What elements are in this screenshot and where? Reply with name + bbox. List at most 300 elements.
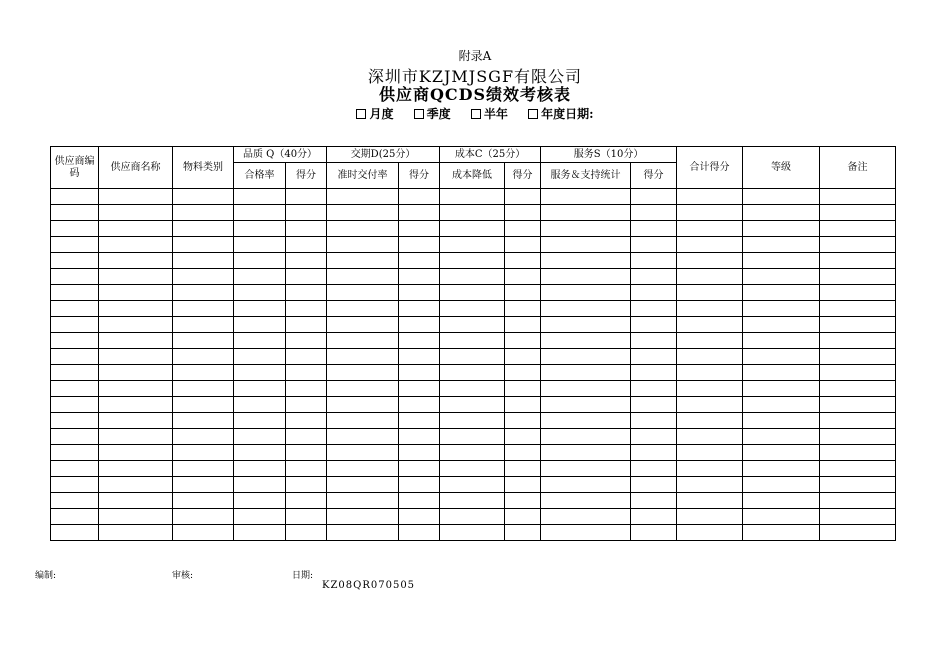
table-cell[interactable]: [99, 525, 173, 541]
table-cell[interactable]: [51, 477, 99, 493]
table-cell[interactable]: [820, 301, 896, 317]
table-cell[interactable]: [399, 221, 440, 237]
table-cell[interactable]: [399, 397, 440, 413]
table-cell[interactable]: [505, 285, 541, 301]
table-cell[interactable]: [286, 205, 327, 221]
table-cell[interactable]: [820, 509, 896, 525]
table-cell[interactable]: [51, 317, 99, 333]
table-cell[interactable]: [327, 205, 399, 221]
table-cell[interactable]: [234, 285, 286, 301]
table-cell[interactable]: [541, 477, 631, 493]
table-cell[interactable]: [440, 205, 505, 221]
table-cell[interactable]: [820, 349, 896, 365]
table-cell[interactable]: [327, 253, 399, 269]
table-cell[interactable]: [631, 365, 677, 381]
table-cell[interactable]: [743, 349, 820, 365]
table-cell[interactable]: [51, 413, 99, 429]
table-cell[interactable]: [173, 461, 234, 477]
table-cell[interactable]: [505, 221, 541, 237]
table-cell[interactable]: [234, 365, 286, 381]
table-cell[interactable]: [99, 509, 173, 525]
table-cell[interactable]: [541, 461, 631, 477]
table-cell[interactable]: [399, 237, 440, 253]
table-cell[interactable]: [399, 477, 440, 493]
table-cell[interactable]: [631, 301, 677, 317]
table-cell[interactable]: [173, 493, 234, 509]
table-cell[interactable]: [820, 317, 896, 333]
table-cell[interactable]: [173, 269, 234, 285]
table-cell[interactable]: [677, 397, 743, 413]
table-cell[interactable]: [234, 525, 286, 541]
table-cell[interactable]: [541, 189, 631, 205]
table-cell[interactable]: [173, 477, 234, 493]
table-cell[interactable]: [173, 205, 234, 221]
table-cell[interactable]: [541, 445, 631, 461]
table-cell[interactable]: [399, 333, 440, 349]
table-cell[interactable]: [51, 189, 99, 205]
table-cell[interactable]: [440, 253, 505, 269]
table-cell[interactable]: [677, 269, 743, 285]
table-cell[interactable]: [677, 493, 743, 509]
table-cell[interactable]: [505, 205, 541, 221]
table-cell[interactable]: [399, 301, 440, 317]
table-cell[interactable]: [234, 477, 286, 493]
table-cell[interactable]: [286, 413, 327, 429]
table-cell[interactable]: [631, 317, 677, 333]
table-cell[interactable]: [286, 493, 327, 509]
table-cell[interactable]: [505, 301, 541, 317]
table-cell[interactable]: [631, 349, 677, 365]
table-cell[interactable]: [677, 429, 743, 445]
table-cell[interactable]: [743, 253, 820, 269]
table-cell[interactable]: [327, 269, 399, 285]
table-cell[interactable]: [51, 445, 99, 461]
table-cell[interactable]: [327, 317, 399, 333]
table-cell[interactable]: [541, 221, 631, 237]
table-cell[interactable]: [677, 477, 743, 493]
table-cell[interactable]: [677, 445, 743, 461]
table-cell[interactable]: [399, 461, 440, 477]
table-cell[interactable]: [99, 477, 173, 493]
table-cell[interactable]: [820, 237, 896, 253]
table-cell[interactable]: [820, 381, 896, 397]
table-cell[interactable]: [743, 317, 820, 333]
table-cell[interactable]: [743, 493, 820, 509]
table-cell[interactable]: [440, 381, 505, 397]
table-cell[interactable]: [99, 317, 173, 333]
table-cell[interactable]: [677, 381, 743, 397]
table-cell[interactable]: [541, 493, 631, 509]
table-cell[interactable]: [327, 429, 399, 445]
table-cell[interactable]: [820, 477, 896, 493]
table-cell[interactable]: [399, 509, 440, 525]
period-halfyear[interactable]: [471, 107, 508, 121]
table-cell[interactable]: [505, 269, 541, 285]
table-cell[interactable]: [631, 205, 677, 221]
table-cell[interactable]: [743, 397, 820, 413]
table-cell[interactable]: [743, 365, 820, 381]
table-cell[interactable]: [399, 429, 440, 445]
table-cell[interactable]: [440, 301, 505, 317]
table-cell[interactable]: [677, 413, 743, 429]
table-cell[interactable]: [541, 397, 631, 413]
table-cell[interactable]: [631, 253, 677, 269]
table-cell[interactable]: [51, 429, 99, 445]
table-cell[interactable]: [440, 269, 505, 285]
table-cell[interactable]: [505, 189, 541, 205]
table-cell[interactable]: [541, 301, 631, 317]
table-cell[interactable]: [820, 429, 896, 445]
table-cell[interactable]: [631, 445, 677, 461]
table-cell[interactable]: [677, 461, 743, 477]
table-cell[interactable]: [399, 269, 440, 285]
table-cell[interactable]: [286, 333, 327, 349]
table-cell[interactable]: [440, 413, 505, 429]
table-cell[interactable]: [399, 285, 440, 301]
table-cell[interactable]: [631, 413, 677, 429]
table-cell[interactable]: [99, 445, 173, 461]
table-cell[interactable]: [327, 333, 399, 349]
period-quarterly[interactable]: [414, 107, 451, 121]
table-cell[interactable]: [51, 333, 99, 349]
table-cell[interactable]: [677, 285, 743, 301]
table-cell[interactable]: [743, 429, 820, 445]
table-cell[interactable]: [399, 317, 440, 333]
table-cell[interactable]: [99, 253, 173, 269]
table-cell[interactable]: [743, 477, 820, 493]
table-cell[interactable]: [399, 189, 440, 205]
table-cell[interactable]: [820, 365, 896, 381]
table-cell[interactable]: [677, 509, 743, 525]
table-cell[interactable]: [440, 445, 505, 461]
table-cell[interactable]: [173, 333, 234, 349]
table-cell[interactable]: [51, 525, 99, 541]
table-cell[interactable]: [743, 381, 820, 397]
table-cell[interactable]: [286, 253, 327, 269]
table-cell[interactable]: [505, 509, 541, 525]
table-cell[interactable]: [234, 301, 286, 317]
table-cell[interactable]: [286, 477, 327, 493]
table-cell[interactable]: [286, 301, 327, 317]
table-cell[interactable]: [51, 493, 99, 509]
table-cell[interactable]: [677, 237, 743, 253]
table-cell[interactable]: [327, 493, 399, 509]
table-cell[interactable]: [234, 413, 286, 429]
table-cell[interactable]: [51, 269, 99, 285]
table-cell[interactable]: [286, 525, 327, 541]
table-cell[interactable]: [631, 477, 677, 493]
table-cell[interactable]: [234, 445, 286, 461]
table-cell[interactable]: [541, 333, 631, 349]
table-cell[interactable]: [173, 509, 234, 525]
table-cell[interactable]: [327, 285, 399, 301]
table-cell[interactable]: [505, 333, 541, 349]
table-cell[interactable]: [541, 253, 631, 269]
table-cell[interactable]: [99, 333, 173, 349]
table-cell[interactable]: [440, 221, 505, 237]
table-cell[interactable]: [234, 237, 286, 253]
table-cell[interactable]: [677, 365, 743, 381]
table-cell[interactable]: [286, 445, 327, 461]
table-cell[interactable]: [743, 205, 820, 221]
table-cell[interactable]: [327, 301, 399, 317]
table-cell[interactable]: [743, 445, 820, 461]
table-cell[interactable]: [541, 381, 631, 397]
table-cell[interactable]: [505, 445, 541, 461]
table-cell[interactable]: [99, 269, 173, 285]
table-cell[interactable]: [541, 525, 631, 541]
table-cell[interactable]: [99, 349, 173, 365]
table-cell[interactable]: [541, 237, 631, 253]
table-cell[interactable]: [286, 237, 327, 253]
table-cell[interactable]: [743, 237, 820, 253]
table-cell[interactable]: [99, 237, 173, 253]
table-cell[interactable]: [743, 285, 820, 301]
table-cell[interactable]: [541, 429, 631, 445]
table-cell[interactable]: [51, 285, 99, 301]
table-cell[interactable]: [51, 205, 99, 221]
table-cell[interactable]: [173, 381, 234, 397]
table-cell[interactable]: [99, 205, 173, 221]
table-cell[interactable]: [286, 285, 327, 301]
table-cell[interactable]: [51, 301, 99, 317]
table-cell[interactable]: [327, 397, 399, 413]
table-cell[interactable]: [51, 461, 99, 477]
table-cell[interactable]: [99, 413, 173, 429]
table-cell[interactable]: [234, 461, 286, 477]
table-cell[interactable]: [631, 221, 677, 237]
table-cell[interactable]: [631, 189, 677, 205]
table-cell[interactable]: [234, 189, 286, 205]
table-cell[interactable]: [505, 317, 541, 333]
table-cell[interactable]: [234, 221, 286, 237]
table-cell[interactable]: [399, 365, 440, 381]
table-cell[interactable]: [51, 381, 99, 397]
table-cell[interactable]: [631, 429, 677, 445]
table-cell[interactable]: [440, 349, 505, 365]
table-cell[interactable]: [820, 493, 896, 509]
table-cell[interactable]: [631, 285, 677, 301]
table-cell[interactable]: [820, 525, 896, 541]
table-cell[interactable]: [399, 493, 440, 509]
table-cell[interactable]: [234, 269, 286, 285]
table-cell[interactable]: [286, 365, 327, 381]
table-cell[interactable]: [173, 525, 234, 541]
table-cell[interactable]: [99, 301, 173, 317]
table-cell[interactable]: [631, 461, 677, 477]
table-cell[interactable]: [327, 365, 399, 381]
table-cell[interactable]: [173, 253, 234, 269]
table-cell[interactable]: [743, 189, 820, 205]
table-cell[interactable]: [399, 205, 440, 221]
table-cell[interactable]: [399, 445, 440, 461]
table-cell[interactable]: [327, 477, 399, 493]
table-cell[interactable]: [173, 317, 234, 333]
table-cell[interactable]: [505, 237, 541, 253]
table-cell[interactable]: [327, 189, 399, 205]
table-cell[interactable]: [541, 509, 631, 525]
table-cell[interactable]: [631, 509, 677, 525]
table-cell[interactable]: [505, 381, 541, 397]
table-cell[interactable]: [99, 429, 173, 445]
table-cell[interactable]: [505, 429, 541, 445]
table-cell[interactable]: [286, 221, 327, 237]
table-cell[interactable]: [286, 317, 327, 333]
table-cell[interactable]: [51, 253, 99, 269]
table-cell[interactable]: [677, 253, 743, 269]
table-cell[interactable]: [99, 365, 173, 381]
table-cell[interactable]: [173, 285, 234, 301]
table-cell[interactable]: [505, 525, 541, 541]
table-cell[interactable]: [440, 429, 505, 445]
table-cell[interactable]: [327, 237, 399, 253]
table-cell[interactable]: [286, 397, 327, 413]
table-cell[interactable]: [743, 333, 820, 349]
table-cell[interactable]: [286, 349, 327, 365]
table-cell[interactable]: [541, 285, 631, 301]
table-cell[interactable]: [51, 237, 99, 253]
table-cell[interactable]: [234, 253, 286, 269]
table-cell[interactable]: [399, 253, 440, 269]
table-cell[interactable]: [234, 381, 286, 397]
table-cell[interactable]: [743, 221, 820, 237]
table-cell[interactable]: [440, 285, 505, 301]
table-cell[interactable]: [440, 477, 505, 493]
table-cell[interactable]: [505, 397, 541, 413]
table-cell[interactable]: [286, 461, 327, 477]
table-cell[interactable]: [743, 509, 820, 525]
table-cell[interactable]: [173, 365, 234, 381]
table-cell[interactable]: [440, 525, 505, 541]
table-cell[interactable]: [505, 461, 541, 477]
table-cell[interactable]: [743, 413, 820, 429]
table-cell[interactable]: [743, 269, 820, 285]
table-cell[interactable]: [677, 317, 743, 333]
table-cell[interactable]: [677, 221, 743, 237]
table-cell[interactable]: [440, 237, 505, 253]
table-cell[interactable]: [505, 413, 541, 429]
table-cell[interactable]: [286, 429, 327, 445]
table-cell[interactable]: [631, 269, 677, 285]
table-cell[interactable]: [234, 397, 286, 413]
table-cell[interactable]: [51, 397, 99, 413]
table-cell[interactable]: [677, 301, 743, 317]
table-cell[interactable]: [327, 525, 399, 541]
table-cell[interactable]: [327, 413, 399, 429]
table-cell[interactable]: [173, 413, 234, 429]
table-cell[interactable]: [234, 317, 286, 333]
table-cell[interactable]: [51, 509, 99, 525]
table-cell[interactable]: [173, 445, 234, 461]
table-cell[interactable]: [505, 349, 541, 365]
table-cell[interactable]: [631, 237, 677, 253]
table-cell[interactable]: [677, 349, 743, 365]
table-cell[interactable]: [820, 461, 896, 477]
table-cell[interactable]: [327, 381, 399, 397]
table-cell[interactable]: [505, 493, 541, 509]
table-cell[interactable]: [286, 381, 327, 397]
table-cell[interactable]: [677, 205, 743, 221]
table-cell[interactable]: [234, 349, 286, 365]
table-cell[interactable]: [743, 301, 820, 317]
table-cell[interactable]: [173, 349, 234, 365]
table-cell[interactable]: [820, 205, 896, 221]
table-cell[interactable]: [677, 525, 743, 541]
table-cell[interactable]: [631, 381, 677, 397]
period-yearly[interactable]: [528, 107, 593, 121]
table-cell[interactable]: [820, 397, 896, 413]
table-cell[interactable]: [234, 509, 286, 525]
table-cell[interactable]: [820, 253, 896, 269]
table-cell[interactable]: [99, 397, 173, 413]
table-cell[interactable]: [327, 461, 399, 477]
table-cell[interactable]: [234, 493, 286, 509]
table-cell[interactable]: [399, 525, 440, 541]
table-cell[interactable]: [440, 509, 505, 525]
table-cell[interactable]: [234, 429, 286, 445]
table-cell[interactable]: [173, 237, 234, 253]
table-cell[interactable]: [743, 525, 820, 541]
table-cell[interactable]: [631, 333, 677, 349]
table-cell[interactable]: [820, 269, 896, 285]
table-cell[interactable]: [327, 221, 399, 237]
table-cell[interactable]: [173, 301, 234, 317]
table-cell[interactable]: [440, 461, 505, 477]
table-cell[interactable]: [820, 221, 896, 237]
table-cell[interactable]: [631, 525, 677, 541]
table-cell[interactable]: [541, 349, 631, 365]
table-cell[interactable]: [440, 189, 505, 205]
table-cell[interactable]: [440, 317, 505, 333]
table-cell[interactable]: [505, 253, 541, 269]
table-cell[interactable]: [99, 189, 173, 205]
table-cell[interactable]: [327, 445, 399, 461]
table-cell[interactable]: [820, 333, 896, 349]
table-cell[interactable]: [99, 381, 173, 397]
table-cell[interactable]: [286, 189, 327, 205]
table-cell[interactable]: [173, 221, 234, 237]
table-cell[interactable]: [820, 445, 896, 461]
table-cell[interactable]: [820, 285, 896, 301]
table-cell[interactable]: [820, 413, 896, 429]
table-cell[interactable]: [677, 333, 743, 349]
table-cell[interactable]: [505, 365, 541, 381]
table-cell[interactable]: [99, 493, 173, 509]
table-cell[interactable]: [743, 461, 820, 477]
table-cell[interactable]: [677, 189, 743, 205]
table-cell[interactable]: [234, 205, 286, 221]
table-cell[interactable]: [327, 349, 399, 365]
table-cell[interactable]: [631, 397, 677, 413]
table-cell[interactable]: [631, 493, 677, 509]
table-cell[interactable]: [440, 493, 505, 509]
table-cell[interactable]: [99, 285, 173, 301]
table-cell[interactable]: [541, 269, 631, 285]
table-cell[interactable]: [399, 349, 440, 365]
period-monthly[interactable]: [356, 107, 393, 121]
table-cell[interactable]: [440, 365, 505, 381]
table-cell[interactable]: [99, 221, 173, 237]
table-cell[interactable]: [51, 349, 99, 365]
table-cell[interactable]: [327, 509, 399, 525]
table-cell[interactable]: [541, 205, 631, 221]
table-cell[interactable]: [820, 189, 896, 205]
table-cell[interactable]: [541, 317, 631, 333]
table-cell[interactable]: [505, 477, 541, 493]
table-cell[interactable]: [399, 381, 440, 397]
table-cell[interactable]: [99, 461, 173, 477]
table-cell[interactable]: [173, 429, 234, 445]
